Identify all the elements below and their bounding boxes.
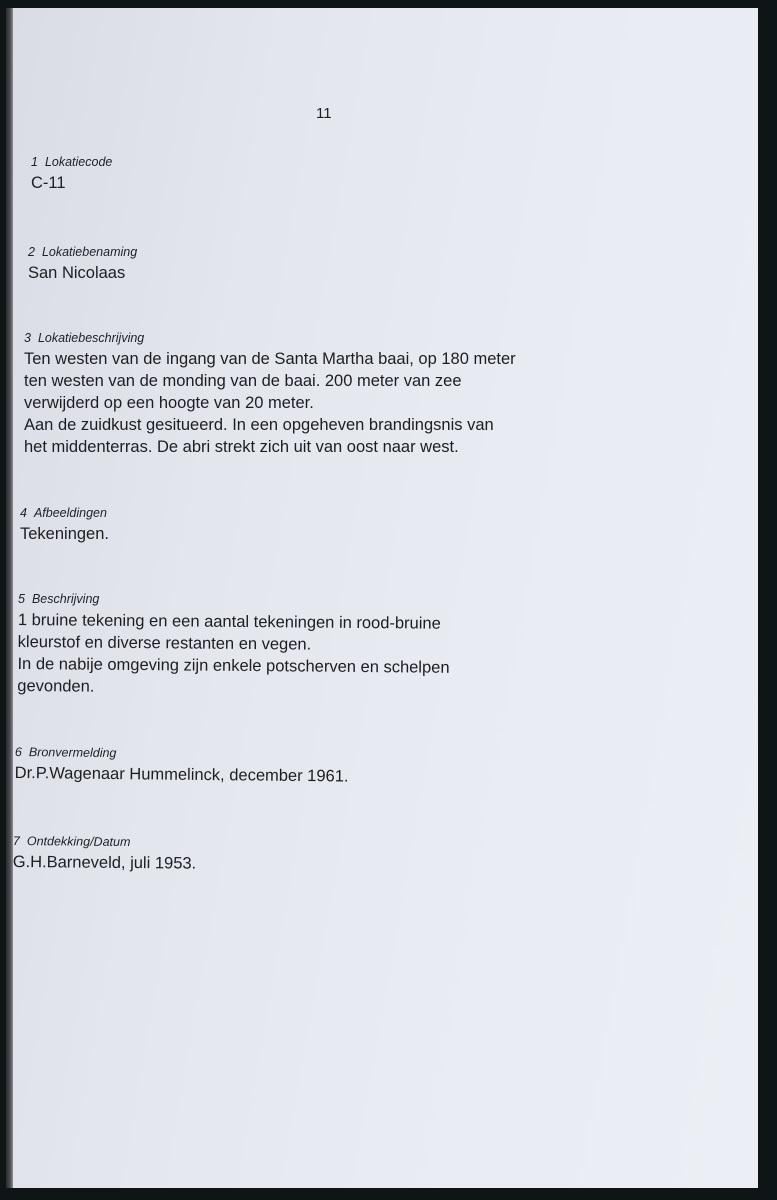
section-label: 6 Bronvermelding	[14, 745, 117, 761]
section-label: 7 Ontdekking/Datum	[12, 834, 131, 850]
section-value: G.H.Barneveld, juli 1953.	[12, 852, 197, 873]
page-number: 11	[316, 105, 332, 122]
section-lokatiebeschrijving	[24, 331, 516, 458]
section-value: San Nicolaas	[28, 264, 126, 282]
section-label: 3 Lokatiebeschrijving	[24, 331, 145, 345]
section-label: 2 Lokatiebenaming	[28, 245, 138, 259]
section-label: 4 Afbeeldingen	[20, 506, 107, 520]
section-lokatiebenaming	[28, 245, 137, 284]
section-value: C-11	[31, 174, 66, 192]
section-ontdekking-datum	[13, 834, 197, 875]
section-value: Ten westen van de ingang van de Santa Martha baai, op 180 meter ten westen van de monding van de baai. 200 meter van zee verwijderd op een hoogte van 20 meter. Aan de zuidkust gesitueerd. In een opgeheven brandingsnis van het middenterras. De abri strekt zich uit van oost naar west.	[24, 350, 516, 456]
section-label: 1 Lokatiecode	[31, 155, 113, 169]
section-beschrijving	[18, 592, 450, 697]
section-label: 5 Beschrijving	[18, 592, 100, 606]
section-value: Dr.P.Wagenaar Hummelinck, december 1961.	[14, 763, 349, 786]
section-value: Tekeningen.	[20, 525, 109, 543]
binding-edge	[6, 8, 13, 1188]
section-lokatiecode	[31, 155, 112, 194]
section-afbeeldingen	[20, 506, 109, 545]
section-value: 1 bruine tekening en een aantal tekeningen in rood-bruine kleurstof en diverse restanten en vegen. In de nabije omgeving zijn enkele potscherven en schelpen gevonden.	[17, 610, 450, 696]
section-bronvermelding	[15, 745, 349, 787]
